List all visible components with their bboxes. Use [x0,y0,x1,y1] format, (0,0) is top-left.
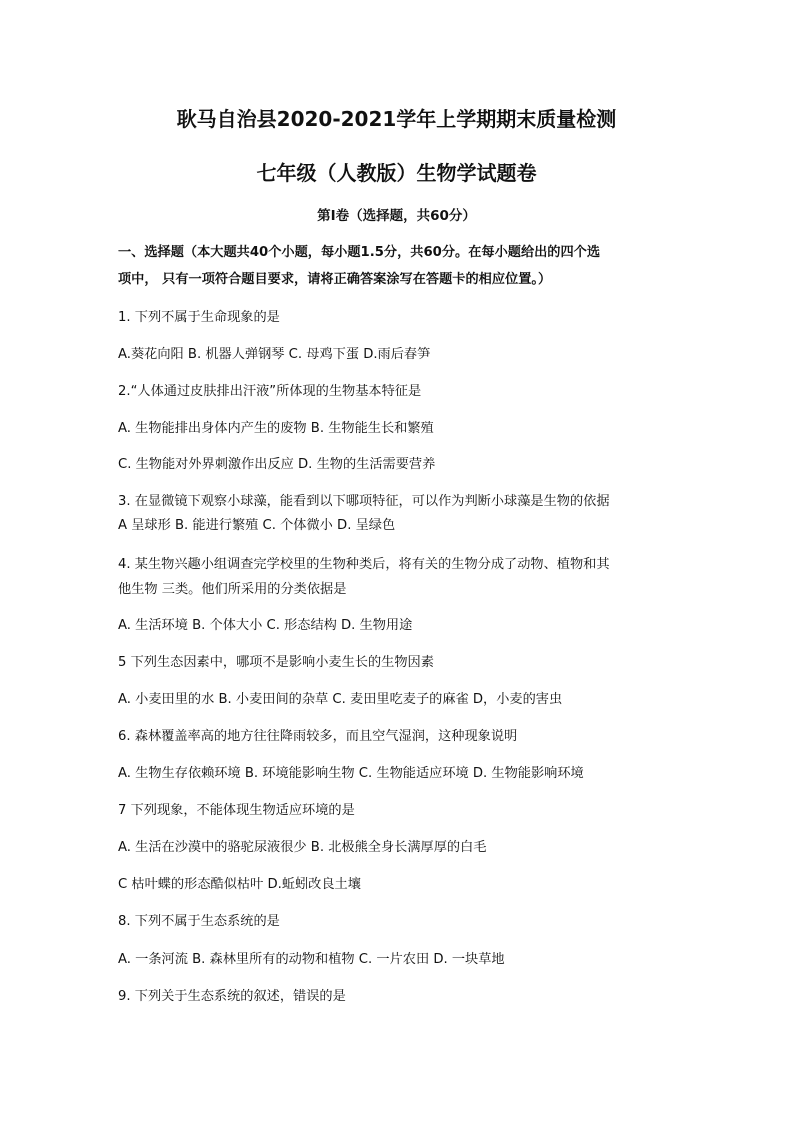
question-7-stem: 7 下列现象，不能体现生物适应环境的是 [118,803,355,818]
exam-title: 耿马自治县2020-2021学年上学期期末质量检测 [176,107,617,131]
question-4-stem-line2: 他生物 三类。他们所采用的分类依据是 [118,582,347,597]
question-2-options-cd: C. 生物能对外界刺激作出反应 D. 生物的生活需要营养 [118,457,436,472]
question-2-stem: 2.“人体通过皮肤排出汗液”所体现的生物基本特征是 [118,384,422,399]
question-4-options: A. 生活环境 B. 个体大小 C. 形态结构 D. 生物用途 [118,618,413,633]
question-3-options: A 呈球形 B. 能进行繁殖 C. 个体微小 D. 呈绿色 [118,518,396,533]
question-9-stem: 9. 下列关于生态系统的叙述，错误的是 [118,989,346,1004]
section-intro-line2: 项中， 只有一项符合题目要求，请将正确答案涂写在答题卡的相应位置。） [118,272,552,287]
section-intro-line1: 一、选择题（本大题共40个小题，每小题1.5分，共60分。在每小题给出的四个选 [118,245,601,260]
part-heading: 第I卷（选择题，共60分） [317,208,476,224]
question-7-options-ab: A. 生活在沙漠中的骆驼尿液很少 B. 北极熊全身长满厚厚的白毛 [118,840,487,855]
question-4-stem-line1: 4. 某生物兴趣小组调查完学校里的生物种类后，将有关的生物分成了动物、植物和其 [118,557,610,572]
question-2-options-ab: A. 生物能排出身体内产生的废物 B. 生物能生长和繁殖 [118,421,434,436]
question-6-stem: 6. 森林覆盖率高的地方往往降雨较多，而且空气湿润，这种现象说明 [118,729,518,744]
question-5-stem: 5 下列生态因素中，哪项不是影响小麦生长的生物因素 [118,655,434,670]
question-6-options: A. 生物生存依赖环境 B. 环境能影响生物 C. 生物能适应环境 D. 生物能影响环境 [118,766,584,781]
question-1-stem: 1. 下列不属于生命现象的是 [118,310,280,325]
question-5-options: A. 小麦田里的水 B. 小麦田间的杂草 C. 麦田里吃麦子的麻雀 D，小麦的害虫 [118,692,563,707]
question-3-stem: 3. 在显微镜下观察小球藻，能看到以下哪项特征，可以作为判断小球藻是生物的依据 [118,494,610,509]
question-7-options-cd: C 枯叶蝶的形态酷似枯叶 D.蚯蚓改良土壤 [118,877,361,892]
exam-subtitle: 七年级（人教版）生物学试题卷 [256,161,537,185]
question-8-stem: 8. 下列不属于生态系统的是 [118,914,280,929]
question-1-options: A.葵花向阳 B. 机器人弹钢琴 C. 母鸡下蛋 D.雨后春笋 [118,347,431,362]
question-8-options: A. 一条河流 B. 森林里所有的动物和植物 C. 一片农田 D. 一块草地 [118,952,505,967]
